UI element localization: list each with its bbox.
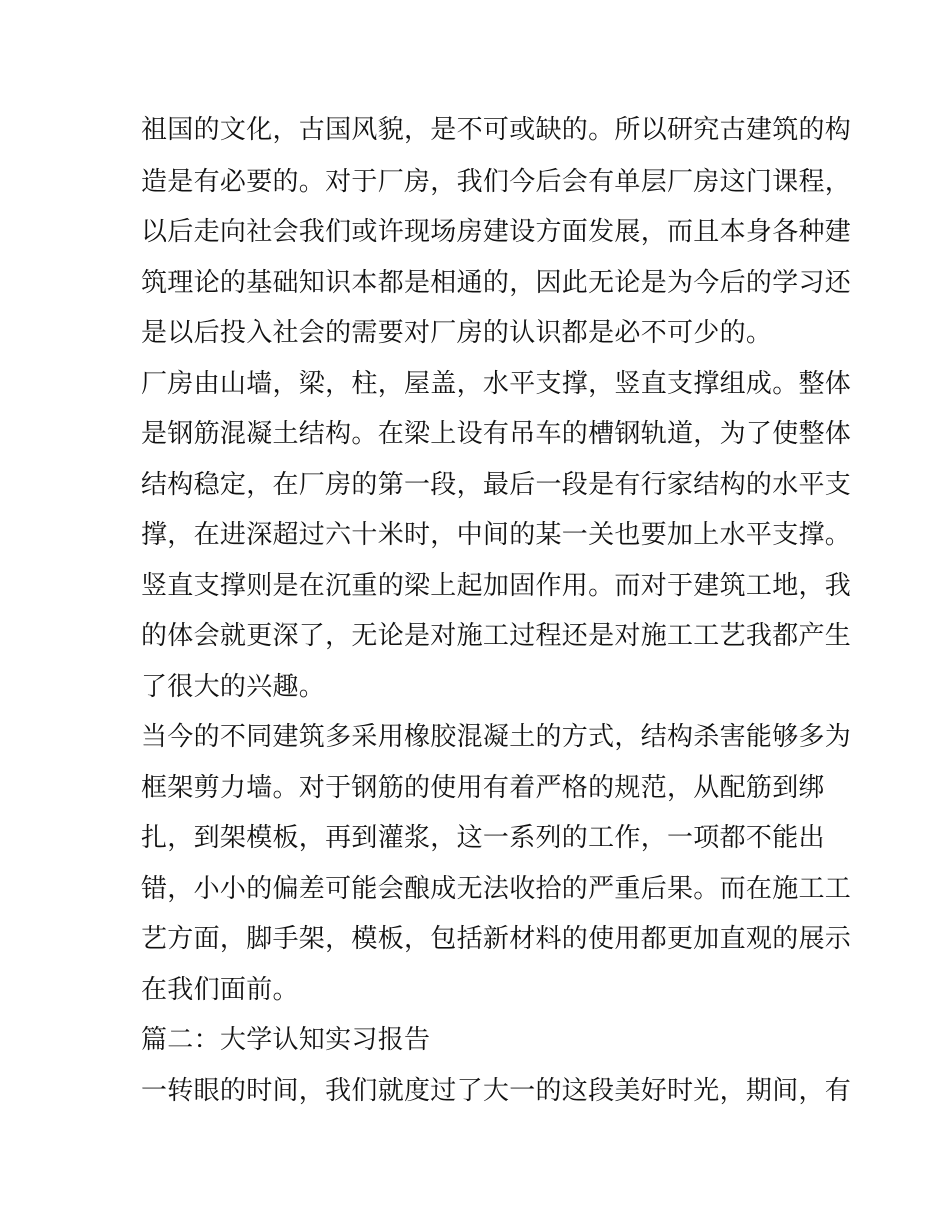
- text-line: 结构稳定，在厂房的第一段，最后一段是有行家结构的水平支: [141, 470, 852, 500]
- text-line: 在我们面前。: [141, 975, 299, 1005]
- text-line: 筑理论的基础知识本都是相通的，因此无论是为今后的学习还: [141, 268, 852, 298]
- text-line: 扎，到架模板，再到灌浆，这一系列的工作，一项都不能出: [141, 823, 825, 853]
- text-line: 造是有必要的。对于厂房，我们今后会有单层厂房这门课程，: [141, 167, 852, 197]
- text-line: 以后走向社会我们或许现场房建设方面发展，而且本身各种建: [141, 217, 852, 247]
- text-line: 框架剪力墙。对于钢筋的使用有着严格的规范，从配筋到绑: [141, 773, 825, 803]
- text-line: 的体会就更深了，无论是对施工过程还是对施工工艺我都产生: [141, 621, 852, 651]
- text-line: 一转眼的时间，我们就度过了大一的这段美好时光，期间，有: [141, 1076, 852, 1106]
- text-line: 当今的不同建筑多采用橡胶混凝土的方式，结构杀害能够多为: [141, 722, 852, 752]
- text-line: 祖国的文化，古国风貌，是不可或缺的。所以研究古建筑的构: [141, 115, 852, 145]
- text-line: 了很大的兴趣。: [141, 672, 326, 702]
- text-line: 是钢筋混凝土结构。在梁上设有吊车的槽钢轨道，为了使整体: [141, 419, 852, 449]
- text-line: 厂房由山墙，梁，柱，屋盖，水平支撑，竖直支撑组成。整体: [141, 369, 852, 399]
- section-heading: 篇二：大学认知实习报告: [141, 1025, 431, 1055]
- text-line: 艺方面，脚手架，模板，包括新材料的使用都更加直观的展示: [141, 924, 852, 954]
- text-line: 错，小小的偏差可能会酿成无法收拾的严重后果。而在施工工: [141, 874, 852, 904]
- text-line: 撑，在进深超过六十米时，中间的某一关也要加上水平支撑。: [141, 520, 852, 550]
- text-line: 是以后投入社会的需要对厂房的认识都是必不可少的。: [141, 318, 773, 348]
- text-line: 竖直支撑则是在沉重的梁上起加固作用。而对于建筑工地，我: [141, 571, 852, 601]
